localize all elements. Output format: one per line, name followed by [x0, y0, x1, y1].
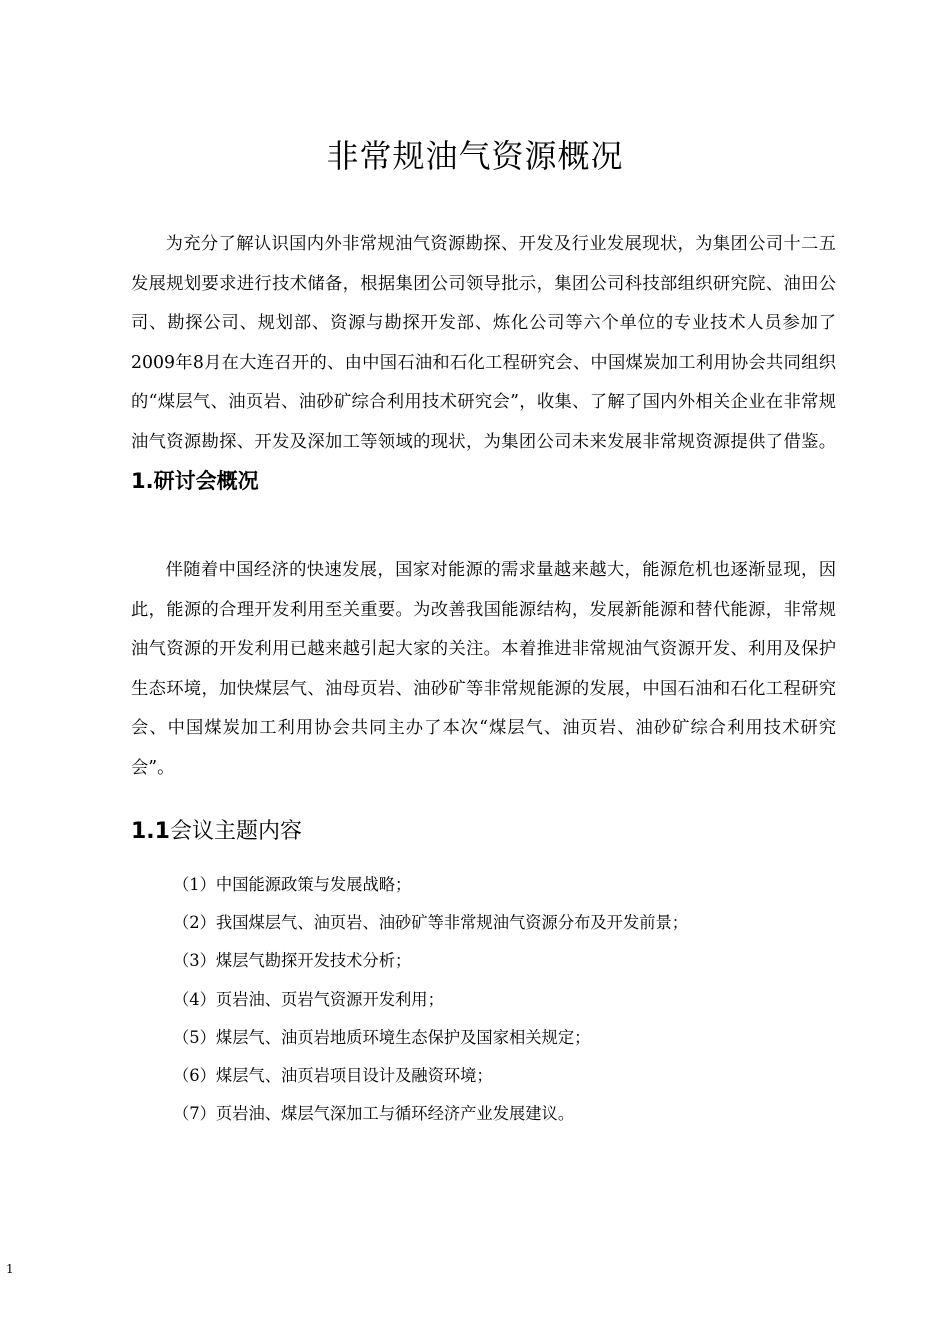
section-1-paragraph: 伴随着中国经济的快速发展，国家对能源的需求量越来越大，能源危机也逐渐显现，因此，能源的合理开发利用至关重要。为改善我国能源结构，发展新能源和替代能源，非常规油气资源的开发利用已越来越引起大家的关注。本着推进非常规油气资源开发、利用及保护生态环境，加快煤层气、油母页岩、油砂矿等非常规能源的发展，中国石油和石化工程研究会、中国煤炭加工利用协会共同主办了本次“煤层气、油页岩、油砂矿综合利用技术研究会”。 [131, 560, 836, 778]
section-1-heading: 1.研讨会概况 [131, 469, 259, 493]
list-item: （4）页岩油、页岩气资源开发利用； [173, 989, 444, 1009]
document-title: 非常规油气资源概况 [326, 137, 624, 175]
list-item: （5）煤层气、油页岩地质环境生态保护及国家相关规定； [173, 1027, 591, 1047]
list-item: （1）中国能源政策与发展战略； [173, 875, 412, 894]
list-item: （3）煤层气勘探开发技术分析； [173, 951, 412, 971]
section-1-1-title: 会议主题内容 [169, 819, 302, 844]
page-number: 1 [6, 1262, 14, 1276]
topic-list [173, 866, 853, 1133]
list-item: （6）煤层气、油页岩项目设计及融资环境； [173, 1066, 493, 1086]
intro-paragraph [131, 225, 836, 504]
section-1-1-heading [131, 814, 302, 850]
list-item: （2）我国煤层气、油页岩、油砂矿等非常规油气资源分布及开发前景； [173, 913, 689, 933]
intro-paragraph-text: 为充分了解认识国内外非常规油气资源勘探、开发及行业发展现状，为集团公司十二五发展规划要求进行技术储备，根据集团公司领导批示，集团公司科技部组织研究院、油田公司、勘探公司、规划部、资源与勘探开发部、炼化公司等六个单位的专业技术人员参加了2009年8月在大连召开的、由中国石油和石化工程研究会、中国煤炭加工利用协会共同组织的“煤层气、油页岩、油砂矿综合利用技术研究会”，收集、了解了国内外相关企业在非常规油气资源勘探、开发及深加工等领域的现状，为集团公司未来发展非常规资源提供了借鉴。 [131, 234, 836, 452]
list-item: （7）页岩油、煤层气深加工与循环经济产业发展建议。 [173, 1104, 575, 1124]
section-1-1-number: 1.1 [131, 819, 170, 844]
